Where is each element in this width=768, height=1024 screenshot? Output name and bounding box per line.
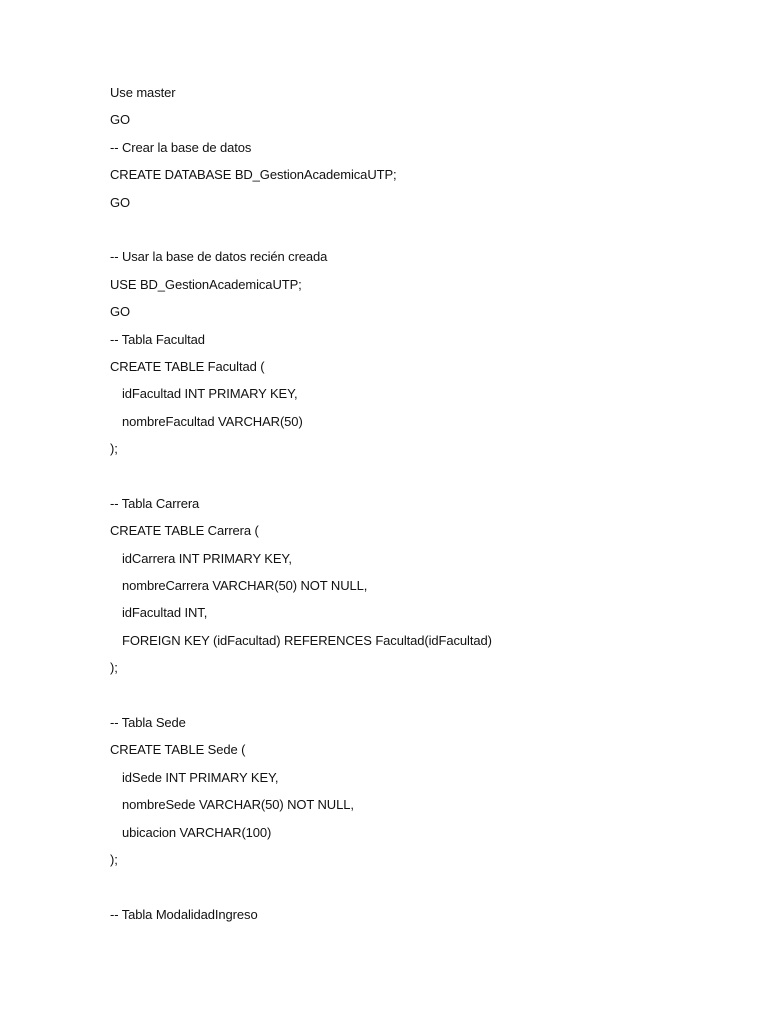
code-line: -- Tabla Sede xyxy=(110,714,186,730)
blank-line xyxy=(110,687,730,714)
code-line: nombreFacultad VARCHAR(50) xyxy=(122,413,303,429)
code-line: CREATE TABLE Sede ( xyxy=(110,742,246,758)
code-line: ); xyxy=(110,660,118,676)
code-line: idSede INT PRIMARY KEY, xyxy=(122,769,279,785)
code-line: idFacultad INT PRIMARY KEY, xyxy=(122,386,298,402)
document-body xyxy=(110,84,730,933)
code-line: FOREIGN KEY (idFacultad) REFERENCES Facultad(idFacultad) xyxy=(122,632,492,648)
code-line: -- Usar la base de datos recién creada xyxy=(110,249,328,265)
code-line: CREATE TABLE Facultad ( xyxy=(110,358,265,374)
code-line: USE BD_GestionAcademicaUTP; xyxy=(110,276,302,292)
code-line: GO xyxy=(110,194,131,210)
code-line: -- Tabla Carrera xyxy=(110,495,200,511)
code-line: idFacultad INT, xyxy=(122,605,208,621)
code-line: -- Crear la base de datos xyxy=(110,139,252,155)
blank-line xyxy=(110,467,730,494)
code-line: ubicacion VARCHAR(100) xyxy=(122,824,272,840)
code-line: nombreSede VARCHAR(50) NOT NULL, xyxy=(122,797,354,813)
blank-line xyxy=(110,221,730,248)
code-line: ); xyxy=(110,851,118,867)
code-line: CREATE DATABASE BD_GestionAcademicaUTP; xyxy=(110,167,397,183)
code-line: nombreCarrera VARCHAR(50) NOT NULL, xyxy=(122,578,368,594)
code-line: idCarrera INT PRIMARY KEY, xyxy=(122,550,292,566)
code-line: -- Tabla ModalidadIngreso xyxy=(110,906,258,922)
code-line: GO xyxy=(110,304,131,320)
code-line: GO xyxy=(110,112,131,128)
code-line: CREATE TABLE Carrera ( xyxy=(110,523,259,539)
code-line: Use master xyxy=(110,85,176,100)
blank-line xyxy=(110,878,730,905)
code-line: ); xyxy=(110,441,118,457)
code-line: -- Tabla Facultad xyxy=(110,331,205,347)
